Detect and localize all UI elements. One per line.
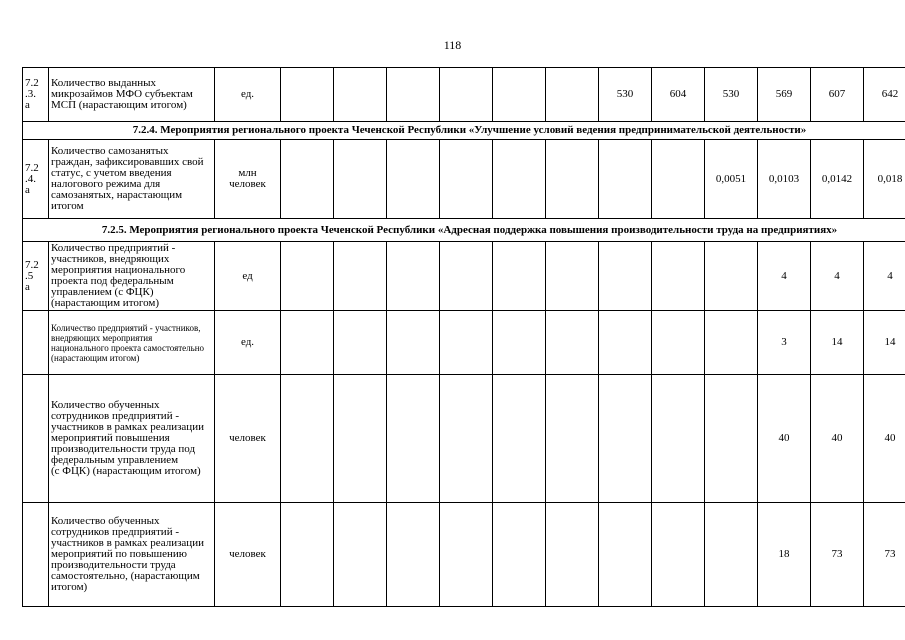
value-cell: 40 (811, 375, 864, 503)
value-cell (334, 242, 387, 311)
table-row (23, 311, 905, 375)
unit-cell: млн человек (215, 140, 281, 219)
value-cell (546, 68, 599, 122)
value-cell: 40 (864, 375, 905, 503)
value-cell (387, 242, 440, 311)
value-cell (705, 503, 758, 607)
section-row (23, 122, 905, 140)
table-row (23, 375, 905, 503)
value-cell (599, 140, 652, 219)
value-cell (440, 140, 493, 219)
value-cell (652, 503, 705, 607)
value-cell (652, 311, 705, 375)
value-cell (281, 503, 334, 607)
value-cell: 569 (758, 68, 811, 122)
value-cell (281, 311, 334, 375)
value-cell: 40 (758, 375, 811, 503)
value-cell: 4 (811, 242, 864, 311)
value-cell (546, 375, 599, 503)
value-cell (440, 242, 493, 311)
value-cell (440, 311, 493, 375)
indicators-table (22, 67, 905, 607)
value-cell (334, 375, 387, 503)
row-code: 7.2 .4. а (23, 140, 49, 219)
indicator-name: Количество обученных сотрудников предприятий - участников в рамках реализации мероприятий повышения производительности труда под федеральным управлением (с ФЦК) (нарастающим итогом) (49, 375, 215, 503)
row-code: 7.2 .5 а (23, 242, 49, 311)
value-cell: 604 (652, 68, 705, 122)
row-code: 7.2 .3. а (23, 68, 49, 122)
table-row (23, 503, 905, 607)
value-cell (546, 140, 599, 219)
value-cell (493, 375, 546, 503)
value-cell (493, 311, 546, 375)
value-cell (334, 140, 387, 219)
value-cell (546, 311, 599, 375)
indicator-name: Количество предприятий - участников, внедряющих мероприятия национального проекта под федеральным управлением (с ФЦК) (нарастающим итогом) (49, 242, 215, 311)
value-cell (599, 503, 652, 607)
value-cell (493, 242, 546, 311)
value-cell: 73 (811, 503, 864, 607)
row-code (23, 375, 49, 503)
value-cell: 4 (864, 242, 905, 311)
value-cell: 0,018 (864, 140, 905, 219)
value-cell (387, 311, 440, 375)
unit-cell: ед. (215, 311, 281, 375)
value-cell (705, 311, 758, 375)
indicator-name: Количество обученных сотрудников предприятий - участников в рамках реализации мероприятий по повышению производительности труда самостоятельно, (нарастающим итогом) (49, 503, 215, 607)
value-cell (546, 242, 599, 311)
value-cell: 4 (758, 242, 811, 311)
value-cell: 14 (864, 311, 905, 375)
value-cell (599, 375, 652, 503)
value-cell (440, 375, 493, 503)
unit-cell: ед (215, 242, 281, 311)
value-cell (493, 68, 546, 122)
unit-cell: человек (215, 503, 281, 607)
table-row (23, 140, 905, 219)
value-cell (281, 375, 334, 503)
value-cell (387, 503, 440, 607)
value-cell (493, 140, 546, 219)
section-row (23, 219, 905, 242)
section-header: 7.2.4. Мероприятия регионального проекта Чеченской Республики «Улучшение условий ведения предпринимательской деятельности» (23, 122, 905, 140)
unit-cell: ед. (215, 68, 281, 122)
value-cell: 0,0142 (811, 140, 864, 219)
value-cell: 14 (811, 311, 864, 375)
value-cell: 607 (811, 68, 864, 122)
value-cell (493, 503, 546, 607)
value-cell: 530 (705, 68, 758, 122)
value-cell: 0,0103 (758, 140, 811, 219)
value-cell: 3 (758, 311, 811, 375)
value-cell: 18 (758, 503, 811, 607)
row-code (23, 311, 49, 375)
value-cell (281, 242, 334, 311)
value-cell (387, 375, 440, 503)
indicator-name: Количество выданных микрозаймов МФО субъектам МСП (нарастающим итогом) (49, 68, 215, 122)
table-row (23, 242, 905, 311)
value-cell (440, 68, 493, 122)
row-code (23, 503, 49, 607)
value-cell: 530 (599, 68, 652, 122)
indicator-name: Количество предприятий - участников, внедряющих мероприятия национального проекта самостоятельно (нарастающим итогом) (49, 311, 215, 375)
value-cell (387, 140, 440, 219)
value-cell: 642 (864, 68, 905, 122)
value-cell (440, 503, 493, 607)
value-cell (652, 375, 705, 503)
unit-cell: человек (215, 375, 281, 503)
section-header: 7.2.5. Мероприятия регионального проекта Чеченской Республики «Адресная поддержка повышения производительности труда на предприятиях» (23, 219, 905, 242)
value-cell (705, 375, 758, 503)
value-cell (652, 140, 705, 219)
value-cell (334, 503, 387, 607)
value-cell (546, 503, 599, 607)
value-cell: 0,0051 (705, 140, 758, 219)
value-cell (334, 68, 387, 122)
value-cell: 73 (864, 503, 905, 607)
value-cell (281, 140, 334, 219)
page-number: 118 (443, 38, 462, 52)
value-cell (652, 242, 705, 311)
value-cell (334, 311, 387, 375)
value-cell (387, 68, 440, 122)
value-cell (705, 242, 758, 311)
value-cell (281, 68, 334, 122)
table-row (23, 68, 905, 122)
indicator-name: Количество самозанятых граждан, зафиксировавших свой статус, с учетом введения налогового режима для самозанятых, нарастающим итогом (49, 140, 215, 219)
value-cell (599, 242, 652, 311)
value-cell (599, 311, 652, 375)
